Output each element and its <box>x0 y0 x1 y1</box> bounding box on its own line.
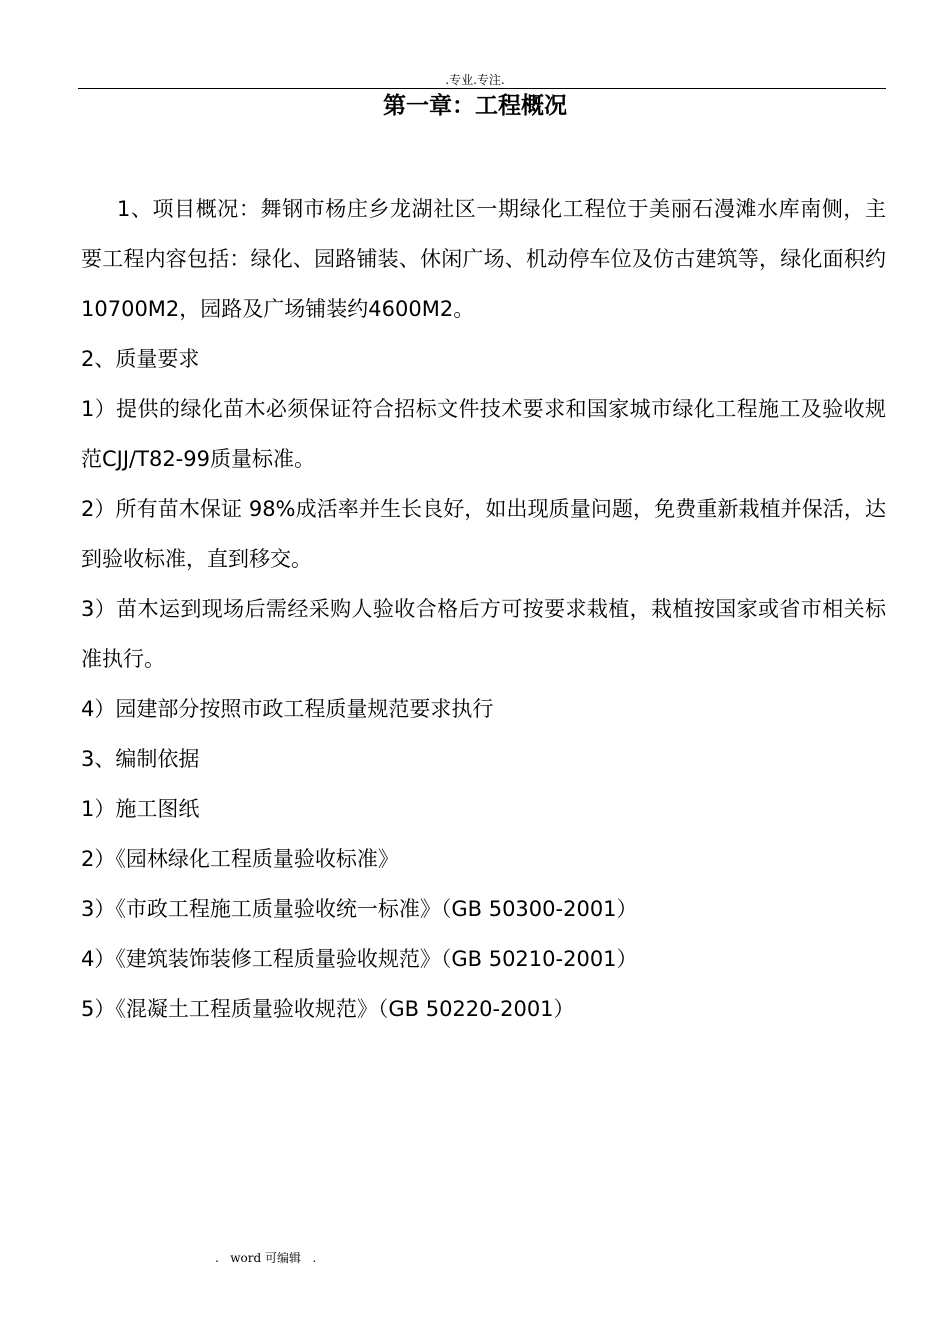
paragraph-project-overview: 1、项目概况：舞钢市杨庄乡龙湖社区一期绿化工程位于美丽石漫滩水库南侧，主要工程内容包括：绿化、园路铺装、休闲广场、机动停车位及仿古建筑等，绿化面积约10700M2，园路及广场铺装约4600M2。 <box>81 197 886 321</box>
paragraph-quality-item-2: 2）所有苗木保证 98%成活率并生长良好，如出现质量问题，免费重新栽植并保活，达到验收标准，直到移交。 <box>81 497 886 571</box>
header-divider <box>78 88 886 89</box>
chapter-title: 第一章：工程概况 <box>383 93 567 119</box>
paragraph-quality-heading: 2、质量要求 <box>81 347 200 371</box>
paragraph-quality-item-4: 4）园建部分按照市政工程质量规范要求执行 <box>81 697 494 721</box>
page-header-text: .专业.专注. <box>445 73 505 87</box>
paragraph-basis-item-4: 4）《建筑装饰装修工程质量验收规范》（GB 50210-2001） <box>81 947 638 971</box>
paragraph-basis-item-5: 5）《混凝土工程质量验收规范》（GB 50220-2001） <box>81 997 575 1021</box>
paragraph-basis-item-1: 1）施工图纸 <box>81 797 200 821</box>
page-footer-text: . word 可编辑 . <box>215 1251 317 1265</box>
paragraph-basis-item-3: 3）《市政工程施工质量验收统一标准》（GB 50300-2001） <box>81 897 638 921</box>
paragraph-basis-item-2: 2）《园林绿化工程质量验收标准》 <box>81 847 399 871</box>
paragraph-quality-item-3: 3）苗木运到现场后需经采购人验收合格后方可按要求栽植，栽植按国家或省市相关标准执行。 <box>81 597 886 671</box>
paragraph-basis-heading: 3、编制依据 <box>81 747 200 771</box>
document-body <box>81 184 886 1034</box>
paragraph-quality-item-1: 1）提供的绿化苗木必须保证符合招标文件技术要求和国家城市绿化工程施工及验收规范CJJ/T82-99质量标准。 <box>81 397 886 471</box>
